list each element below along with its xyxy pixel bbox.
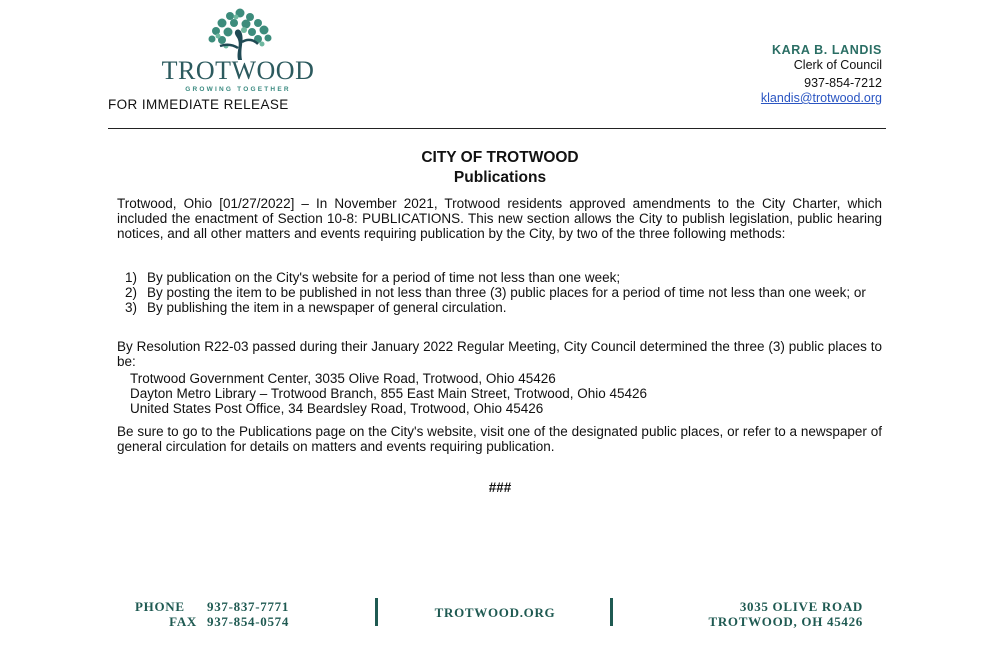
contact-title: Clerk of Council: [793, 58, 882, 72]
address-line-1: 3035 OLIVE ROAD: [739, 599, 863, 614]
list-item: [117, 300, 882, 315]
closing-paragraph: Be sure to go to the Publications page on the City's website, visit one of the designated public places, or refer to a newspaper of general circulation for details on matters and events requiring publication.: [117, 424, 882, 454]
list-number: 2): [124, 285, 137, 300]
tree-logo-icon: [190, 8, 286, 62]
public-places-list: [130, 371, 890, 416]
footer-divider: [610, 598, 613, 626]
list-item: United States Post Office, 34 Beardsley Road, Trotwood, Ohio 45426: [130, 401, 544, 416]
list-number: 1): [124, 270, 137, 285]
end-mark: ###: [488, 480, 512, 495]
footer-divider: [375, 598, 378, 626]
list-item: [117, 270, 882, 285]
list-text: By posting the item to be published in not less than three (3) public places for a period of time not less than one week; or: [147, 285, 866, 300]
contact-block: [761, 43, 882, 106]
list-number: 3): [124, 300, 137, 315]
footer-phone: 937-837-7771: [207, 599, 290, 614]
contact-phone: 937-854-7212: [804, 76, 882, 90]
document-title: CITY OF TROTWOOD: [421, 149, 579, 166]
logo-tagline: GROWING TOGETHER: [185, 86, 291, 93]
methods-list: [117, 270, 882, 315]
list-text: By publishing the item in a newspaper of general circulation.: [147, 300, 507, 315]
phone-label: PHONE: [135, 599, 185, 614]
resolution-paragraph: By Resolution R22-03 passed during their January 2022 Regular Meeting, City Council determined the three (3) public places to be:: [117, 339, 882, 369]
contact-email-link[interactable]: klandis@trotwood.org: [760, 91, 882, 105]
header-divider: [108, 128, 886, 129]
document-subtitle: Publications: [453, 169, 547, 186]
footer-fax: 937-854-0574: [207, 614, 290, 629]
intro-paragraph: Trotwood, Ohio [01/27/2022] – In November 2021, Trotwood residents approved amendments to the City Charter, which included the enactment of Section 10-8: PUBLICATIONS. This new section allows the City to publish legislation, public hearing notices, and all other matters and events requiring publication by the City, by two of the three following methods:: [117, 196, 882, 241]
contact-name: KARA B. LANDIS: [771, 43, 882, 57]
footer-phone-fax: [135, 599, 289, 629]
fax-label: FAX: [169, 614, 197, 629]
list-item: Trotwood Government Center, 3035 Olive Road, Trotwood, Ohio 45426: [130, 371, 556, 386]
logo-wordmark: TROTWOOD: [161, 56, 315, 85]
list-item: Dayton Metro Library – Trotwood Branch, 855 East Main Street, Trotwood, Ohio 45426: [130, 386, 648, 401]
address-line-2: TROTWOOD, OH 45426: [708, 614, 863, 629]
footer-address: [708, 599, 863, 629]
release-label: FOR IMMEDIATE RELEASE: [108, 97, 289, 112]
list-item: [117, 285, 882, 300]
footer-website-link[interactable]: TROTWOOD.ORG: [434, 605, 556, 620]
list-text: By publication on the City's website for a period of time not less than one week;: [147, 270, 621, 285]
